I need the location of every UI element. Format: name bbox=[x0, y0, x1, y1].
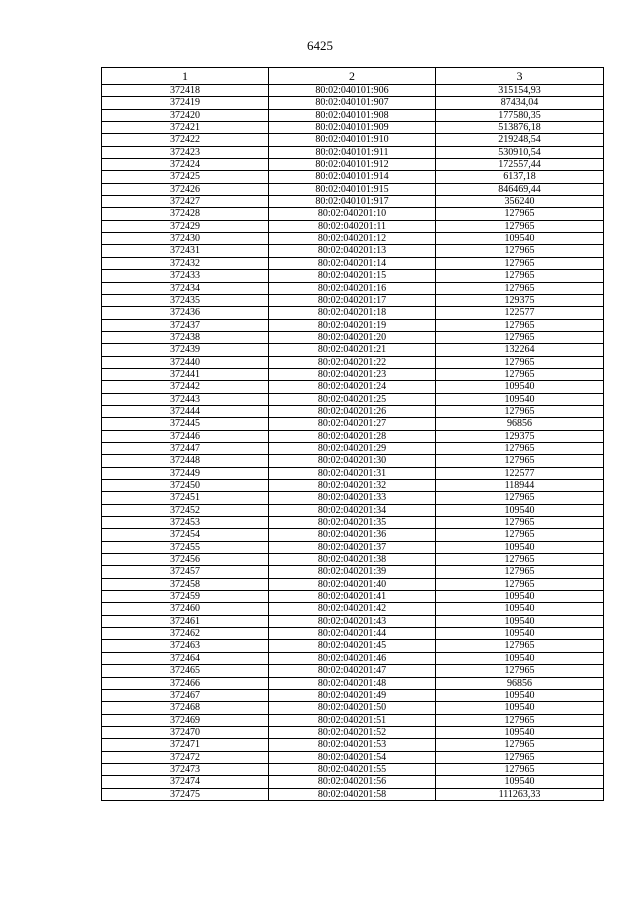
table-row bbox=[102, 208, 604, 220]
row-number-cell: 372428 bbox=[102, 208, 269, 220]
row-number-cell: 372461 bbox=[102, 615, 269, 627]
row-number-cell: 372472 bbox=[102, 751, 269, 763]
row-number-cell: 372446 bbox=[102, 430, 269, 442]
cadastral-number-cell: 80:02:040201:46 bbox=[269, 652, 436, 664]
cadastral-number-cell: 80:02:040201:19 bbox=[269, 319, 436, 331]
row-number-cell: 372429 bbox=[102, 220, 269, 232]
table-row bbox=[102, 171, 604, 183]
row-number-cell: 372418 bbox=[102, 85, 269, 97]
value-cell: 315154,93 bbox=[436, 85, 604, 97]
cadastral-number-cell: 80:02:040201:20 bbox=[269, 331, 436, 343]
column-header-1: 1 bbox=[102, 68, 269, 85]
row-number-cell: 372467 bbox=[102, 689, 269, 701]
cadastral-number-cell: 80:02:040201:56 bbox=[269, 776, 436, 788]
cadastral-number-cell: 80:02:040201:27 bbox=[269, 418, 436, 430]
row-number-cell: 372454 bbox=[102, 529, 269, 541]
value-cell: 127965 bbox=[436, 282, 604, 294]
table-body bbox=[102, 85, 604, 801]
table-row bbox=[102, 430, 604, 442]
cadastral-number-cell: 80:02:040201:39 bbox=[269, 566, 436, 578]
value-cell: 96856 bbox=[436, 418, 604, 430]
value-cell: 118944 bbox=[436, 480, 604, 492]
row-number-cell: 372433 bbox=[102, 270, 269, 282]
cadastral-number-cell: 80:02:040201:30 bbox=[269, 455, 436, 467]
value-cell: 356240 bbox=[436, 196, 604, 208]
row-number-cell: 372450 bbox=[102, 480, 269, 492]
cadastral-number-cell: 80:02:040201:38 bbox=[269, 554, 436, 566]
table-row bbox=[102, 134, 604, 146]
row-number-cell: 372471 bbox=[102, 739, 269, 751]
value-cell: 122577 bbox=[436, 307, 604, 319]
registry-table bbox=[101, 67, 604, 801]
row-number-cell: 372435 bbox=[102, 294, 269, 306]
value-cell: 127965 bbox=[436, 751, 604, 763]
row-number-cell: 372474 bbox=[102, 776, 269, 788]
value-cell: 6137,18 bbox=[436, 171, 604, 183]
row-number-cell: 372436 bbox=[102, 307, 269, 319]
value-cell: 127965 bbox=[436, 554, 604, 566]
value-cell: 127965 bbox=[436, 640, 604, 652]
value-cell: 127965 bbox=[436, 517, 604, 529]
row-number-cell: 372456 bbox=[102, 554, 269, 566]
row-number-cell: 372470 bbox=[102, 726, 269, 738]
table-row bbox=[102, 714, 604, 726]
value-cell: 109540 bbox=[436, 702, 604, 714]
value-cell: 111263,33 bbox=[436, 788, 604, 800]
table-row bbox=[102, 319, 604, 331]
table-row bbox=[102, 368, 604, 380]
cadastral-number-cell: 80:02:040201:24 bbox=[269, 381, 436, 393]
cadastral-number-cell: 80:02:040201:31 bbox=[269, 467, 436, 479]
table-row bbox=[102, 307, 604, 319]
cadastral-number-cell: 80:02:040201:58 bbox=[269, 788, 436, 800]
row-number-cell: 372445 bbox=[102, 418, 269, 430]
value-cell: 172557,44 bbox=[436, 159, 604, 171]
value-cell: 109540 bbox=[436, 726, 604, 738]
row-number-cell: 372431 bbox=[102, 245, 269, 257]
table-row bbox=[102, 109, 604, 121]
value-cell: 127965 bbox=[436, 208, 604, 220]
table-row bbox=[102, 529, 604, 541]
cadastral-number-cell: 80:02:040101:908 bbox=[269, 109, 436, 121]
row-number-cell: 372458 bbox=[102, 578, 269, 590]
row-number-cell: 372444 bbox=[102, 405, 269, 417]
page-number: 6425 bbox=[307, 38, 333, 53]
table-row bbox=[102, 492, 604, 504]
row-number-cell: 372460 bbox=[102, 603, 269, 615]
value-cell: 109540 bbox=[436, 652, 604, 664]
table-row bbox=[102, 739, 604, 751]
cadastral-number-cell: 80:02:040201:28 bbox=[269, 430, 436, 442]
table-row bbox=[102, 640, 604, 652]
table-row bbox=[102, 183, 604, 195]
cadastral-number-cell: 80:02:040201:16 bbox=[269, 282, 436, 294]
value-cell: 127965 bbox=[436, 356, 604, 368]
cadastral-number-cell: 80:02:040201:22 bbox=[269, 356, 436, 368]
table-row bbox=[102, 480, 604, 492]
cadastral-number-cell: 80:02:040201:12 bbox=[269, 233, 436, 245]
value-cell: 132264 bbox=[436, 344, 604, 356]
cadastral-number-cell: 80:02:040101:906 bbox=[269, 85, 436, 97]
row-number-cell: 372426 bbox=[102, 183, 269, 195]
cadastral-number-cell: 80:02:040201:36 bbox=[269, 529, 436, 541]
row-number-cell: 372427 bbox=[102, 196, 269, 208]
cadastral-number-cell: 80:02:040201:42 bbox=[269, 603, 436, 615]
row-number-cell: 372452 bbox=[102, 504, 269, 516]
cadastral-number-cell: 80:02:040201:55 bbox=[269, 763, 436, 775]
value-cell: 127965 bbox=[436, 714, 604, 726]
value-cell: 109540 bbox=[436, 689, 604, 701]
table-row bbox=[102, 628, 604, 640]
cadastral-number-cell: 80:02:040201:43 bbox=[269, 615, 436, 627]
cadastral-number-cell: 80:02:040201:11 bbox=[269, 220, 436, 232]
value-cell: 109540 bbox=[436, 628, 604, 640]
table-row bbox=[102, 245, 604, 257]
table-row bbox=[102, 331, 604, 343]
value-cell: 109540 bbox=[436, 541, 604, 553]
value-cell: 109540 bbox=[436, 233, 604, 245]
row-number-cell: 372421 bbox=[102, 122, 269, 134]
row-number-cell: 372465 bbox=[102, 665, 269, 677]
row-number-cell: 372423 bbox=[102, 146, 269, 158]
cadastral-number-cell: 80:02:040101:911 bbox=[269, 146, 436, 158]
cadastral-number-cell: 80:02:040201:47 bbox=[269, 665, 436, 677]
row-number-cell: 372457 bbox=[102, 566, 269, 578]
cadastral-number-cell: 80:02:040101:914 bbox=[269, 171, 436, 183]
row-number-cell: 372455 bbox=[102, 541, 269, 553]
table-row bbox=[102, 763, 604, 775]
row-number-cell: 372442 bbox=[102, 381, 269, 393]
table-row bbox=[102, 702, 604, 714]
value-cell: 127965 bbox=[436, 319, 604, 331]
row-number-cell: 372419 bbox=[102, 97, 269, 109]
row-number-cell: 372448 bbox=[102, 455, 269, 467]
row-number-cell: 372464 bbox=[102, 652, 269, 664]
cadastral-number-cell: 80:02:040101:910 bbox=[269, 134, 436, 146]
column-header-2: 2 bbox=[269, 68, 436, 85]
value-cell: 513876,18 bbox=[436, 122, 604, 134]
value-cell: 87434,04 bbox=[436, 97, 604, 109]
cadastral-number-cell: 80:02:040201:23 bbox=[269, 368, 436, 380]
table-row bbox=[102, 294, 604, 306]
cadastral-number-cell: 80:02:040201:14 bbox=[269, 257, 436, 269]
table-row bbox=[102, 541, 604, 553]
table-row bbox=[102, 726, 604, 738]
row-number-cell: 372466 bbox=[102, 677, 269, 689]
table-row bbox=[102, 603, 604, 615]
value-cell: 127965 bbox=[436, 245, 604, 257]
cadastral-number-cell: 80:02:040201:35 bbox=[269, 517, 436, 529]
cadastral-number-cell: 80:02:040201:21 bbox=[269, 344, 436, 356]
cadastral-number-cell: 80:02:040201:18 bbox=[269, 307, 436, 319]
table-row bbox=[102, 282, 604, 294]
cadastral-number-cell: 80:02:040201:51 bbox=[269, 714, 436, 726]
value-cell: 177580,35 bbox=[436, 109, 604, 121]
table-row bbox=[102, 418, 604, 430]
cadastral-number-cell: 80:02:040201:32 bbox=[269, 480, 436, 492]
table-row bbox=[102, 554, 604, 566]
value-cell: 127965 bbox=[436, 578, 604, 590]
value-cell: 846469,44 bbox=[436, 183, 604, 195]
cadastral-number-cell: 80:02:040201:33 bbox=[269, 492, 436, 504]
cadastral-number-cell: 80:02:040201:52 bbox=[269, 726, 436, 738]
table-row bbox=[102, 356, 604, 368]
row-number-cell: 372441 bbox=[102, 368, 269, 380]
value-cell: 109540 bbox=[436, 591, 604, 603]
value-cell: 109540 bbox=[436, 504, 604, 516]
table-row bbox=[102, 665, 604, 677]
table-row bbox=[102, 455, 604, 467]
table-row bbox=[102, 85, 604, 97]
value-cell: 127965 bbox=[436, 665, 604, 677]
row-number-cell: 372439 bbox=[102, 344, 269, 356]
table-row bbox=[102, 257, 604, 269]
table-row bbox=[102, 788, 604, 800]
table-row bbox=[102, 97, 604, 109]
row-number-cell: 372447 bbox=[102, 442, 269, 454]
value-cell: 127965 bbox=[436, 257, 604, 269]
value-cell: 127965 bbox=[436, 270, 604, 282]
cadastral-number-cell: 80:02:040201:37 bbox=[269, 541, 436, 553]
value-cell: 127965 bbox=[436, 492, 604, 504]
cadastral-number-cell: 80:02:040201:49 bbox=[269, 689, 436, 701]
cadastral-number-cell: 80:02:040101:915 bbox=[269, 183, 436, 195]
row-number-cell: 372420 bbox=[102, 109, 269, 121]
cadastral-number-cell: 80:02:040201:40 bbox=[269, 578, 436, 590]
table-row bbox=[102, 344, 604, 356]
cadastral-number-cell: 80:02:040201:54 bbox=[269, 751, 436, 763]
table-row bbox=[102, 381, 604, 393]
table-row bbox=[102, 467, 604, 479]
cadastral-number-cell: 80:02:040201:15 bbox=[269, 270, 436, 282]
value-cell: 530910,54 bbox=[436, 146, 604, 158]
row-number-cell: 372430 bbox=[102, 233, 269, 245]
row-number-cell: 372422 bbox=[102, 134, 269, 146]
cadastral-number-cell: 80:02:040101:909 bbox=[269, 122, 436, 134]
table-row bbox=[102, 677, 604, 689]
value-cell: 122577 bbox=[436, 467, 604, 479]
table-row bbox=[102, 566, 604, 578]
row-number-cell: 372438 bbox=[102, 331, 269, 343]
table-row bbox=[102, 146, 604, 158]
cadastral-number-cell: 80:02:040101:917 bbox=[269, 196, 436, 208]
row-number-cell: 372437 bbox=[102, 319, 269, 331]
value-cell: 219248,54 bbox=[436, 134, 604, 146]
row-number-cell: 372462 bbox=[102, 628, 269, 640]
value-cell: 129375 bbox=[436, 294, 604, 306]
cadastral-number-cell: 80:02:040201:29 bbox=[269, 442, 436, 454]
cadastral-number-cell: 80:02:040201:26 bbox=[269, 405, 436, 417]
row-number-cell: 372434 bbox=[102, 282, 269, 294]
row-number-cell: 372425 bbox=[102, 171, 269, 183]
value-cell: 127965 bbox=[436, 739, 604, 751]
table-row bbox=[102, 591, 604, 603]
table-row bbox=[102, 196, 604, 208]
row-number-cell: 372449 bbox=[102, 467, 269, 479]
table-row bbox=[102, 220, 604, 232]
table-row bbox=[102, 751, 604, 763]
table-row bbox=[102, 776, 604, 788]
value-cell: 109540 bbox=[436, 615, 604, 627]
value-cell: 127965 bbox=[436, 220, 604, 232]
table-row bbox=[102, 270, 604, 282]
table-row bbox=[102, 122, 604, 134]
cadastral-number-cell: 80:02:040201:50 bbox=[269, 702, 436, 714]
table-header-row bbox=[102, 68, 604, 85]
table-row bbox=[102, 405, 604, 417]
row-number-cell: 372443 bbox=[102, 393, 269, 405]
row-number-cell: 372468 bbox=[102, 702, 269, 714]
table-row bbox=[102, 233, 604, 245]
cadastral-number-cell: 80:02:040101:912 bbox=[269, 159, 436, 171]
cadastral-number-cell: 80:02:040201:34 bbox=[269, 504, 436, 516]
value-cell: 127965 bbox=[436, 405, 604, 417]
row-number-cell: 372475 bbox=[102, 788, 269, 800]
value-cell: 96856 bbox=[436, 677, 604, 689]
value-cell: 127965 bbox=[436, 566, 604, 578]
cadastral-number-cell: 80:02:040201:53 bbox=[269, 739, 436, 751]
cadastral-number-cell: 80:02:040101:907 bbox=[269, 97, 436, 109]
row-number-cell: 372473 bbox=[102, 763, 269, 775]
value-cell: 127965 bbox=[436, 368, 604, 380]
table-row bbox=[102, 689, 604, 701]
table-row bbox=[102, 615, 604, 627]
row-number-cell: 372451 bbox=[102, 492, 269, 504]
value-cell: 127965 bbox=[436, 331, 604, 343]
row-number-cell: 372440 bbox=[102, 356, 269, 368]
table-row bbox=[102, 504, 604, 516]
table-row bbox=[102, 442, 604, 454]
value-cell: 127965 bbox=[436, 529, 604, 541]
cadastral-number-cell: 80:02:040201:44 bbox=[269, 628, 436, 640]
cadastral-number-cell: 80:02:040201:45 bbox=[269, 640, 436, 652]
table-row bbox=[102, 159, 604, 171]
cadastral-number-cell: 80:02:040201:10 bbox=[269, 208, 436, 220]
row-number-cell: 372432 bbox=[102, 257, 269, 269]
value-cell: 109540 bbox=[436, 381, 604, 393]
value-cell: 109540 bbox=[436, 393, 604, 405]
value-cell: 129375 bbox=[436, 430, 604, 442]
cadastral-number-cell: 80:02:040201:41 bbox=[269, 591, 436, 603]
cadastral-number-cell: 80:02:040201:48 bbox=[269, 677, 436, 689]
value-cell: 109540 bbox=[436, 603, 604, 615]
value-cell: 109540 bbox=[436, 776, 604, 788]
row-number-cell: 372463 bbox=[102, 640, 269, 652]
cadastral-number-cell: 80:02:040201:25 bbox=[269, 393, 436, 405]
cadastral-number-cell: 80:02:040201:13 bbox=[269, 245, 436, 257]
table-row bbox=[102, 652, 604, 664]
row-number-cell: 372469 bbox=[102, 714, 269, 726]
table-row bbox=[102, 578, 604, 590]
table-row bbox=[102, 517, 604, 529]
row-number-cell: 372453 bbox=[102, 517, 269, 529]
value-cell: 127965 bbox=[436, 455, 604, 467]
table-row bbox=[102, 393, 604, 405]
cadastral-number-cell: 80:02:040201:17 bbox=[269, 294, 436, 306]
row-number-cell: 372424 bbox=[102, 159, 269, 171]
value-cell: 127965 bbox=[436, 763, 604, 775]
column-header-3: 3 bbox=[436, 68, 604, 85]
row-number-cell: 372459 bbox=[102, 591, 269, 603]
value-cell: 127965 bbox=[436, 442, 604, 454]
